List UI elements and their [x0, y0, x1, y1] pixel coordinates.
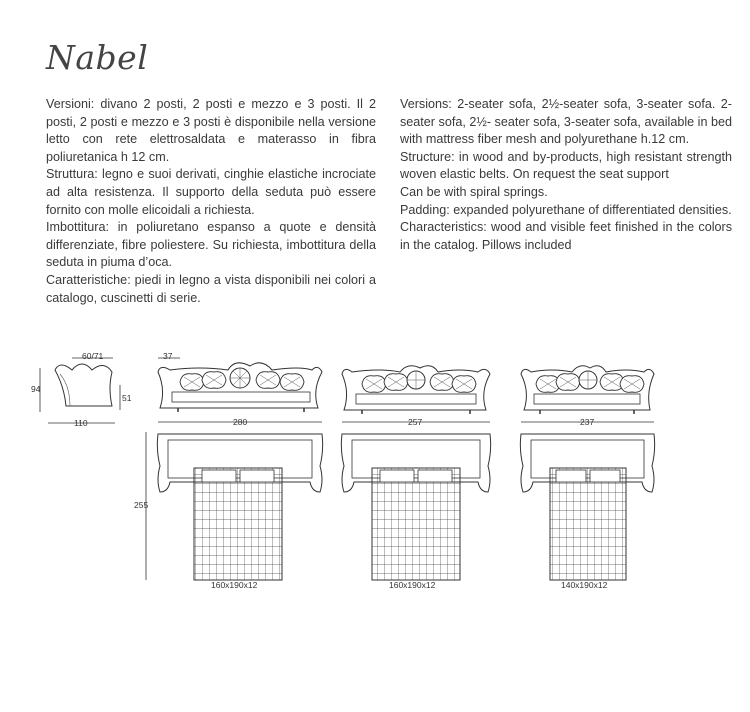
dim-width-237: 237: [580, 417, 595, 427]
dim-side-seat: 51: [122, 393, 132, 403]
dim-bed-depth: 255: [134, 500, 149, 510]
it-versions: Versioni: divano 2 posti, 2 posti e mezzo e 3 posti. Il 2 posti, 2 posti e mezzo e 3 posti è disponibile nella versione letto con rete elettrosaldata e materasso in fibra poliuretanica h 12 cm.: [46, 97, 376, 164]
dim-side-top: 60/71: [82, 351, 104, 361]
it-padding: Imbottitura: in poliuretano espanso a quote e densità differenziate, fibre poliestere. Su richiesta, imbottitura della seduta in piuma d’oca.: [46, 220, 376, 270]
en-characteristics: Characteristics: wood and visible feet finished in the colors in the catalog. Pillows included: [400, 220, 732, 252]
dim-side-depth: 110: [74, 418, 88, 428]
bed-plan-237: [520, 434, 654, 590]
en-springs: Can be with spiral springs.: [400, 184, 548, 199]
bed-plan-257: [341, 434, 490, 590]
side-view: [31, 351, 132, 428]
product-title: Nabel: [46, 38, 149, 77]
it-structure: Struttura: legno e suoi derivati, cinghie elastiche incrociate ad alta resistenza. Il supporto della seduta può essere fornito con molle elicoidali a richiesta.: [46, 167, 376, 217]
sofa-280-front: [158, 351, 322, 427]
mattress-size-3: 140x190x12: [561, 580, 608, 590]
technical-drawings: [0, 340, 750, 600]
mattress-size-2: 160x190x12: [389, 580, 436, 590]
en-versions: Versions: 2-seater sofa, 2½-seater sofa, 3-seater sofa. 2-seater sofa, 2½- seater sofa, 3-seater sofa, available in bed with mattress fiber mesh and polyurethane h.12 cm.: [400, 97, 732, 147]
dim-width-257: 257: [408, 417, 423, 427]
bed-plan-280: [157, 434, 322, 590]
dim-side-height: 94: [31, 384, 41, 394]
sofa-257-front: [342, 366, 490, 427]
dim-width-280: 280: [233, 417, 248, 427]
italian-description: [46, 96, 376, 307]
sofa-237-front: [521, 366, 654, 427]
dim-front-top: 37: [163, 351, 173, 361]
en-structure: Structure: in wood and by-products, high resistant strength woven elastic belts. On request the seat support: [400, 149, 732, 182]
english-description: [400, 96, 732, 254]
en-padding: Padding: expanded polyurethane of differentiated densities.: [400, 202, 732, 217]
mattress-size-1: 160x190x12: [211, 580, 258, 590]
it-characteristics: Caratteristiche: piedi in legno a vista disponibili nei colori a catalogo, cuscinetti di serie.: [46, 272, 376, 305]
